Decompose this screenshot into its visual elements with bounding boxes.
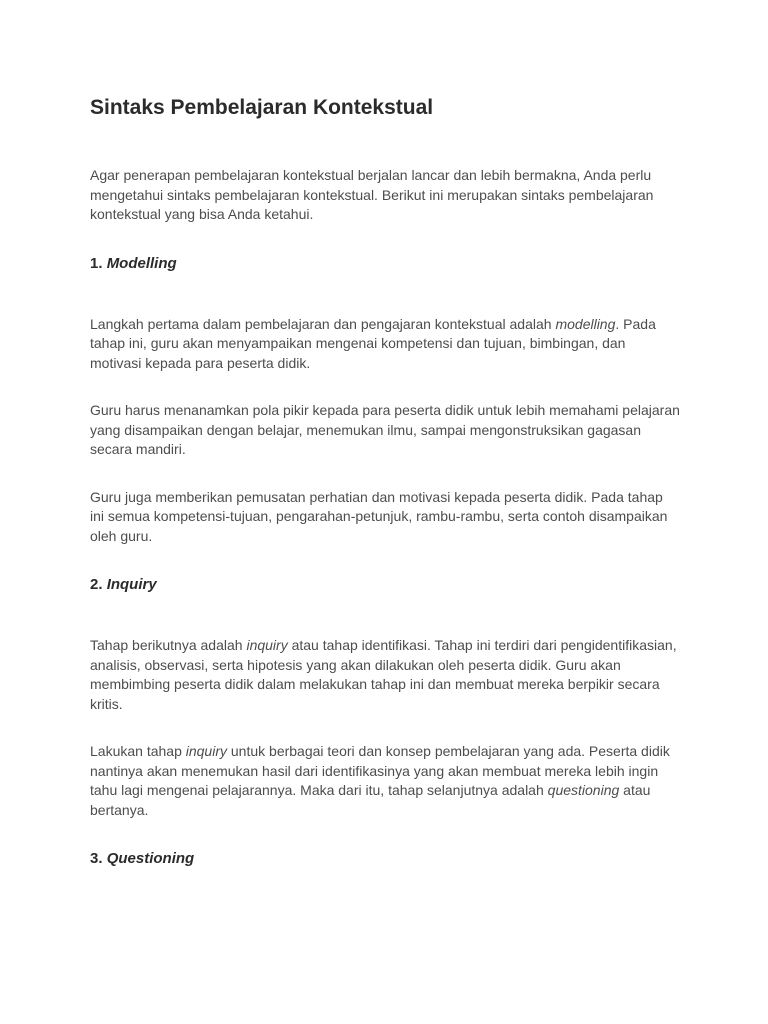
italic-term: modelling — [555, 315, 616, 332]
text-run: Langkah pertama dalam pembelajaran dan pengajaran kontekstual adalah — [90, 315, 556, 332]
italic-term: inquiry — [246, 637, 288, 653]
italic-term: inquiry — [185, 743, 227, 759]
paragraph — [90, 315, 680, 374]
paragraph — [90, 636, 680, 714]
section-number: 3. — [90, 850, 103, 867]
text-run: atau tahap identifikasi. Tahap ini terdiri dari pengidentifikasian, analisis, observasi, serta hipotesis yang akan dilakukan oleh peserta didik. Guru akan membimbing peserta didik dalam melakukan tahap ini dan membuat mereka berpikir secara kritis. — [90, 637, 677, 712]
section-number: 2. — [90, 576, 103, 593]
paragraph — [90, 742, 680, 820]
document-title: Sintaks Pembelajaran Kontekstual — [90, 96, 434, 119]
paragraph: Guru harus menanamkan pola pikir kepada para peserta didik untuk lebih memahami pelajaran yang disampaikan dengan belajar, menemukan ilmu, sampai mengonstruksikan gagasan secara mandiri. — [90, 402, 680, 457]
section-title: Questioning — [106, 850, 195, 867]
text-run: Tahap berikutnya adalah — [90, 637, 247, 653]
italic-term: questioning — [547, 782, 620, 798]
section-number: 1. — [90, 254, 103, 272]
text-run: Lakukan tahap — [90, 743, 186, 759]
paragraph: Guru juga memberikan pemusatan perhatian dan motivasi kepada peserta didik. Pada tahap ini semua kompetensi-tujuan, pengarahan-petunjuk, rambu-rambu, serta contoh disampaikan oleh guru. — [90, 488, 668, 544]
text-run: . Pada tahap ini, guru akan menyampaikan mengenai kompetensi dan tujuan, bimbingan, dan motivasi kepada para peserta didik. — [90, 315, 656, 371]
text-run: untuk berbagai teori dan konsep pembelajaran yang ada. Peserta didik nantinya akan menemukan hasil dari identifikasinya yang akan membuat mereka lebih ingin tahu lagi mengenai pelajarannya. Maka dari itu, tahap selanjutnya adalah — [90, 743, 670, 798]
section-heading-modelling — [90, 253, 680, 275]
document-page — [90, 92, 680, 910]
section-heading-questioning — [90, 848, 680, 870]
intro-paragraph: Agar penerapan pembelajaran kontekstual berjalan lancar dan lebih bermakna, Anda perlu mengetahui sintaks pembelajaran kontekstual. Berikut ini merupakan sintaks pembelajaran kontekstual yang bisa Anda ketahui. — [90, 167, 654, 222]
section-title: Inquiry — [106, 576, 157, 593]
section-title: Modelling — [106, 254, 177, 272]
section-heading-inquiry — [90, 574, 680, 596]
text-run: atau bertanya. — [90, 782, 651, 818]
